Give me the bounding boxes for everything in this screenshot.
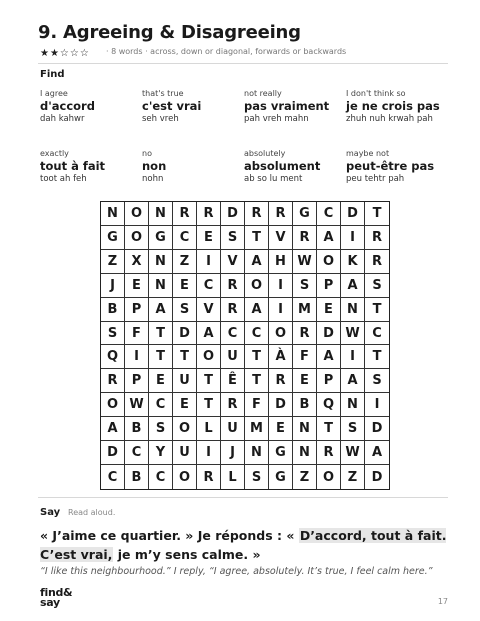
- grid-cell[interactable]: T: [317, 417, 341, 441]
- grid-cell[interactable]: Z: [341, 465, 365, 489]
- grid-cell[interactable]: B: [125, 465, 149, 489]
- grid-cell[interactable]: R: [365, 250, 389, 274]
- grid-cell[interactable]: R: [293, 322, 317, 346]
- grid-cell[interactable]: U: [221, 345, 245, 369]
- grid-cell[interactable]: P: [125, 298, 149, 322]
- grid-cell[interactable]: I: [197, 250, 221, 274]
- grid-cell[interactable]: T: [365, 298, 389, 322]
- say-translation: “I like this neighbourhood.” I reply, “I agree, absolutely. It’s true, I feel calm here.”: [40, 566, 433, 577]
- grid-cell[interactable]: U: [221, 417, 245, 441]
- word-gloss: exactly: [40, 149, 69, 158]
- grid-cell[interactable]: W: [341, 441, 365, 465]
- grid-cell[interactable]: W: [293, 250, 317, 274]
- grid-cell[interactable]: V: [221, 250, 245, 274]
- grid-cell[interactable]: D: [269, 393, 293, 417]
- grid-cell[interactable]: F: [293, 345, 317, 369]
- grid-cell[interactable]: Y: [149, 441, 173, 465]
- grid-cell[interactable]: S: [365, 369, 389, 393]
- word-phonetic: peu tehtr pah: [346, 174, 405, 184]
- word-french: absolument: [244, 159, 321, 173]
- find-label: Find: [40, 69, 65, 80]
- grid-cell[interactable]: A: [101, 417, 125, 441]
- word-french: pas vraiment: [244, 99, 330, 113]
- grid-cell[interactable]: D: [173, 322, 197, 346]
- grid-cell[interactable]: E: [173, 274, 197, 298]
- grid-cell[interactable]: R: [317, 441, 341, 465]
- grid-cell[interactable]: O: [173, 417, 197, 441]
- grid-cell[interactable]: N: [149, 274, 173, 298]
- grid-cell[interactable]: R: [221, 274, 245, 298]
- word-list: [40, 88, 452, 192]
- grid-cell[interactable]: C: [245, 322, 269, 346]
- grid-cell[interactable]: D: [341, 202, 365, 226]
- word-phonetic: pah vreh mahn: [244, 114, 309, 124]
- grid-cell[interactable]: E: [173, 393, 197, 417]
- grid-cell[interactable]: O: [245, 274, 269, 298]
- grid-cell[interactable]: A: [341, 369, 365, 393]
- sentence-before: « J’aime ce quartier. » Je réponds : «: [40, 528, 299, 543]
- word-item: [142, 88, 244, 132]
- grid-cell[interactable]: T: [245, 345, 269, 369]
- word-phonetic: zhuh nuh krwah pah: [346, 114, 433, 124]
- logo-line-2: say: [40, 596, 60, 609]
- grid-cell[interactable]: N: [101, 202, 125, 226]
- grid-cell[interactable]: C: [149, 393, 173, 417]
- word-item: [142, 148, 244, 192]
- puzzle-meta: · 8 words · across, down or diagonal, forwards or backwards: [106, 47, 347, 56]
- word-french: peut-être pas: [346, 159, 435, 173]
- grid-cell[interactable]: M: [245, 417, 269, 441]
- grid-cell[interactable]: C: [197, 274, 221, 298]
- grid-cell[interactable]: G: [149, 226, 173, 250]
- grid-cell[interactable]: R: [197, 465, 221, 489]
- sentence-highlight: D’accord, tout à fait. C’est vrai,: [40, 528, 447, 562]
- grid-cell[interactable]: L: [197, 417, 221, 441]
- word-item: [244, 88, 346, 132]
- grid-cell[interactable]: Z: [293, 465, 317, 489]
- grid-cell[interactable]: O: [317, 250, 341, 274]
- grid-cell[interactable]: N: [293, 417, 317, 441]
- word-gloss: no: [142, 149, 152, 158]
- grid-cell[interactable]: O: [197, 345, 221, 369]
- grid-cell[interactable]: D: [371, 469, 383, 485]
- grid-cell[interactable]: A: [341, 274, 365, 298]
- grid-cell[interactable]: N: [341, 393, 365, 417]
- grid-cell[interactable]: R: [293, 226, 317, 250]
- say-hint: Read aloud.: [68, 508, 116, 517]
- word-gloss: not really: [244, 89, 282, 98]
- grid-cell[interactable]: E: [269, 417, 293, 441]
- divider-top: [38, 63, 448, 64]
- grid-cell[interactable]: A: [317, 345, 341, 369]
- page-number: 17: [437, 597, 448, 606]
- grid-cell[interactable]: U: [173, 369, 197, 393]
- grid-cell[interactable]: I: [125, 345, 149, 369]
- grid-cell[interactable]: N: [245, 441, 269, 465]
- word-item: [346, 148, 452, 192]
- word-phonetic: ab so lu ment: [244, 174, 303, 184]
- grid-cell[interactable]: F: [125, 322, 149, 346]
- logo-line-1: find&: [40, 586, 73, 599]
- grid-cell[interactable]: O: [125, 226, 149, 250]
- grid-cell[interactable]: R: [197, 202, 221, 226]
- grid-cell[interactable]: D: [101, 441, 125, 465]
- grid-cell[interactable]: R: [221, 393, 245, 417]
- grid-cell[interactable]: R: [221, 298, 245, 322]
- grid-cell[interactable]: G: [269, 465, 293, 489]
- grid-cell[interactable]: B: [125, 417, 149, 441]
- grid-cell[interactable]: T: [245, 369, 269, 393]
- grid-cell[interactable]: R: [365, 226, 389, 250]
- grid-cell[interactable]: A: [197, 322, 221, 346]
- grid-cell[interactable]: T: [197, 393, 221, 417]
- grid-cell[interactable]: N: [149, 250, 173, 274]
- grid-cell[interactable]: S: [341, 417, 365, 441]
- grid-cell[interactable]: X: [125, 250, 149, 274]
- grid-cell[interactable]: S: [173, 298, 197, 322]
- grid-cell[interactable]: N: [293, 441, 317, 465]
- grid-cell[interactable]: E: [293, 369, 317, 393]
- grid-cell[interactable]: R: [245, 202, 269, 226]
- grid-cell[interactable]: A: [365, 441, 389, 465]
- grid-cell[interactable]: S: [365, 274, 389, 298]
- grid-cell[interactable]: A: [245, 250, 269, 274]
- word-item: [346, 88, 452, 132]
- word-french: non: [142, 159, 167, 173]
- grid-cell[interactable]: C: [317, 202, 341, 226]
- word-gloss: absolutely: [244, 149, 286, 158]
- grid-cell[interactable]: O: [269, 322, 293, 346]
- grid-cell[interactable]: L: [221, 465, 245, 489]
- word-phonetic: dah kahwr: [40, 114, 85, 124]
- grid-cell[interactable]: C: [101, 465, 125, 489]
- grid-cell[interactable]: R: [173, 202, 197, 226]
- sentence-after: je m’y sens calme. »: [113, 547, 261, 562]
- grid-cell[interactable]: J: [101, 274, 125, 298]
- grid-cell[interactable]: K: [341, 250, 365, 274]
- grid-cell[interactable]: O: [317, 465, 341, 489]
- grid-cell[interactable]: V: [197, 298, 221, 322]
- grid-cell[interactable]: B: [101, 298, 125, 322]
- grid-cell[interactable]: À: [269, 345, 293, 369]
- grid-cell[interactable]: O: [101, 393, 125, 417]
- grid-cell[interactable]: S: [245, 465, 269, 489]
- grid-cell[interactable]: M: [293, 298, 317, 322]
- grid-cell[interactable]: J: [221, 441, 245, 465]
- grid-cell[interactable]: E: [197, 226, 221, 250]
- grid-cell[interactable]: W: [341, 322, 365, 346]
- grid-cell[interactable]: H: [269, 250, 293, 274]
- grid-cell[interactable]: R: [101, 369, 125, 393]
- word-gloss: maybe not: [346, 149, 390, 158]
- difficulty-stars: ★★☆☆☆: [40, 48, 90, 59]
- grid-cell[interactable]: T: [173, 345, 197, 369]
- grid-cell[interactable]: S: [221, 226, 245, 250]
- grid-cell[interactable]: C: [149, 465, 173, 489]
- grid-cell[interactable]: R: [269, 369, 293, 393]
- grid-cell[interactable]: T: [197, 369, 221, 393]
- grid-cell[interactable]: V: [269, 226, 293, 250]
- word-item: [244, 148, 346, 192]
- word-phonetic: seh vreh: [142, 114, 179, 124]
- grid-cell[interactable]: S: [149, 417, 173, 441]
- grid-cell[interactable]: Z: [173, 250, 197, 274]
- grid-cell[interactable]: I: [365, 393, 389, 417]
- grid-cell[interactable]: G: [293, 202, 317, 226]
- brand-logo: [40, 588, 72, 608]
- grid-cell[interactable]: P: [317, 369, 341, 393]
- grid-cell[interactable]: R: [269, 202, 293, 226]
- word-item: [40, 88, 142, 132]
- grid-cell[interactable]: T: [365, 345, 389, 369]
- grid-cell[interactable]: Q: [101, 345, 125, 369]
- grid-cell[interactable]: C: [221, 322, 245, 346]
- word-french: tout à fait: [40, 159, 106, 173]
- grid-cell[interactable]: F: [245, 393, 269, 417]
- grid-cell[interactable]: E: [317, 298, 341, 322]
- grid-cell[interactable]: Q: [317, 393, 341, 417]
- grid-cell[interactable]: A: [149, 298, 173, 322]
- say-sentence: [40, 526, 450, 564]
- grid-cell[interactable]: A: [245, 298, 269, 322]
- divider-middle: [38, 497, 448, 498]
- grid-cell[interactable]: D: [365, 417, 389, 441]
- grid-cell[interactable]: A: [317, 226, 341, 250]
- word-gloss: that's true: [142, 89, 184, 98]
- word-gloss: I agree: [40, 89, 68, 98]
- grid-cell[interactable]: O: [173, 465, 197, 489]
- page-title: 9. Agreeing & Disagreeing: [38, 22, 301, 43]
- grid-cell[interactable]: U: [173, 441, 197, 465]
- word-gloss: I don't think so: [346, 89, 406, 98]
- grid-cell[interactable]: T: [365, 202, 389, 226]
- grid-cell[interactable]: D: [317, 322, 341, 346]
- grid-cell[interactable]: N: [341, 298, 365, 322]
- word-french: c'est vrai: [142, 99, 202, 113]
- grid-cell[interactable]: T: [149, 322, 173, 346]
- grid-cell[interactable]: N: [149, 202, 173, 226]
- grid-cell[interactable]: I: [197, 441, 221, 465]
- grid-cell[interactable]: E: [125, 274, 149, 298]
- grid-cell[interactable]: C: [125, 441, 149, 465]
- grid-cell[interactable]: T: [245, 226, 269, 250]
- word-search-grid: [100, 201, 390, 490]
- word-phonetic: toot ah feh: [40, 174, 87, 184]
- grid-cell[interactable]: G: [269, 441, 293, 465]
- grid-cell[interactable]: I: [269, 298, 293, 322]
- word-french: d'accord: [40, 99, 95, 113]
- grid-cell[interactable]: I: [341, 226, 365, 250]
- grid-cell[interactable]: C: [173, 226, 197, 250]
- grid-cell[interactable]: I: [269, 274, 293, 298]
- grid-cell[interactable]: G: [101, 226, 125, 250]
- grid-cell[interactable]: Ê: [221, 369, 245, 393]
- grid-cell[interactable]: P: [317, 274, 341, 298]
- grid-cell[interactable]: I: [341, 345, 365, 369]
- grid-cell[interactable]: S: [101, 322, 125, 346]
- word-item: [40, 148, 142, 192]
- grid-cell[interactable]: C: [365, 322, 389, 346]
- word-french: je ne crois pas: [346, 99, 440, 113]
- grid-cell[interactable]: D: [221, 202, 245, 226]
- grid-cell[interactable]: T: [149, 345, 173, 369]
- grid-cell[interactable]: P: [125, 369, 149, 393]
- grid-cell[interactable]: Z: [101, 250, 125, 274]
- grid-cell[interactable]: O: [125, 202, 149, 226]
- grid-cell[interactable]: W: [125, 393, 149, 417]
- word-phonetic: nohn: [142, 174, 164, 184]
- grid-cell[interactable]: S: [293, 274, 317, 298]
- grid-cell[interactable]: E: [149, 369, 173, 393]
- grid-cell[interactable]: B: [293, 393, 317, 417]
- say-label: Say: [40, 507, 61, 518]
